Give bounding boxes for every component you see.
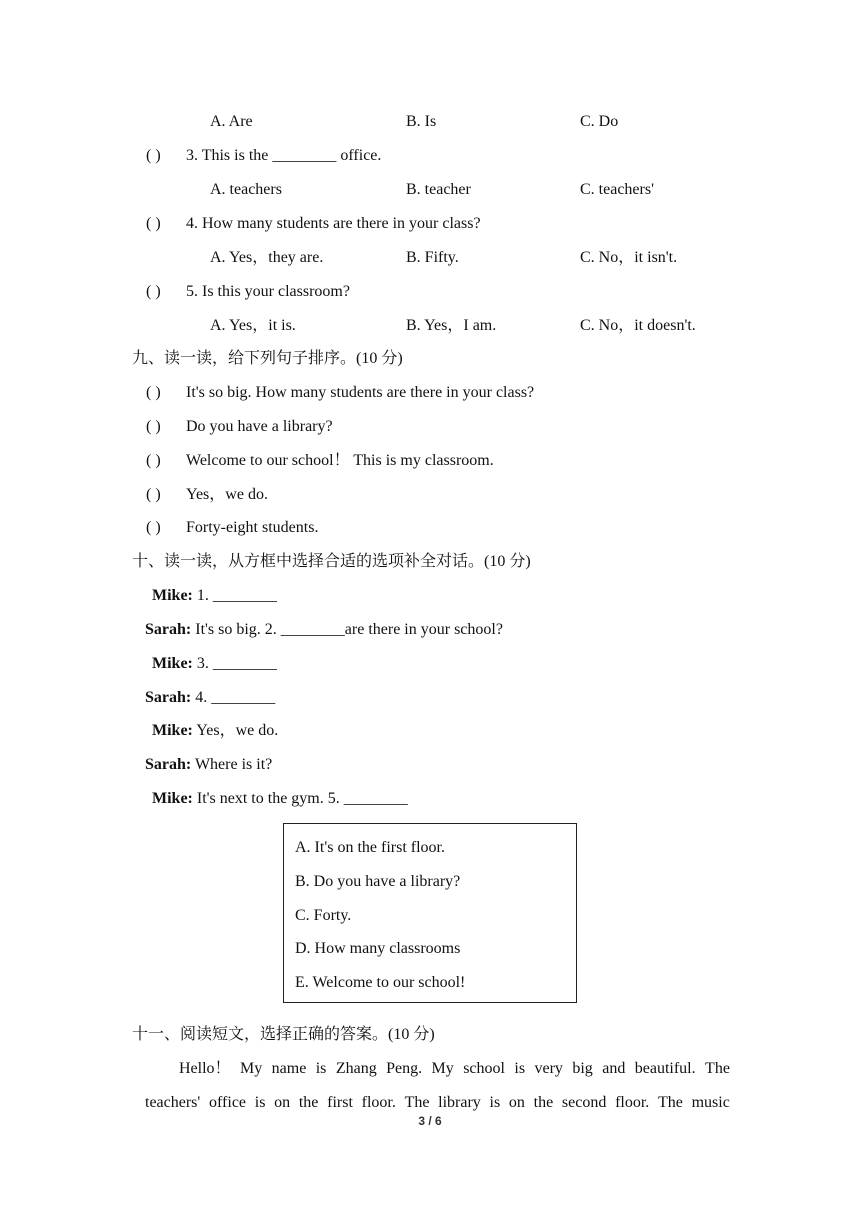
dialogue-text: Yes，we do.	[196, 722, 279, 739]
dialogue-line-6	[145, 755, 272, 775]
reading-passage-line-1	[179, 1059, 730, 1079]
dialogue-text: 1. ________	[196, 587, 277, 604]
passage-word: My	[431, 1060, 454, 1077]
q2-option-a: A. Are	[210, 113, 253, 130]
section9-paren-4: ( )	[146, 486, 161, 503]
q3-option-a: A. teachers	[210, 181, 282, 198]
q4-option-a: A. Yes，they are.	[210, 249, 324, 266]
dialogue-line-4	[145, 688, 275, 708]
passage-word: is	[514, 1060, 526, 1077]
q5-option-a: A. Yes，it is.	[210, 317, 296, 334]
passage-word: My	[239, 1060, 263, 1077]
dialogue-line-3	[152, 654, 277, 674]
passage-word: on	[508, 1094, 525, 1111]
section9-sentence-4: Yes，we do.	[186, 486, 268, 503]
box-option-e: E. Welcome to our school!	[295, 974, 466, 991]
passage-word: is	[315, 1060, 327, 1077]
passage-word: floor.	[615, 1094, 650, 1111]
dialogue-text: 4. ________	[195, 689, 276, 706]
passage-word: Peng.	[386, 1060, 423, 1077]
section9-sentence-3: Welcome to our school！ This is my classroom.	[186, 452, 494, 469]
passage-word: The	[658, 1094, 683, 1111]
passage-word: The	[404, 1094, 430, 1111]
dialogue-text: It's so big. 2. ________are there in your school?	[195, 621, 503, 638]
box-option-d: D. How many classrooms	[295, 940, 461, 957]
q3-option-b: B. teacher	[406, 181, 471, 198]
q4-option-b: B. Fifty.	[406, 249, 459, 266]
dialogue-line-1	[152, 586, 277, 606]
section11-heading: 十一、阅读短文，选择正确的答案。(10 分)	[132, 1026, 435, 1043]
passage-word: teachers'	[145, 1094, 201, 1111]
dialogue-line-7	[152, 789, 408, 809]
answer-options-box	[283, 823, 577, 1003]
speaker-label: Mike:	[152, 655, 193, 672]
passage-word: the	[298, 1094, 319, 1111]
section9-paren-5: ( )	[146, 519, 161, 536]
q3-text: 3. This is the ________ office.	[186, 147, 382, 164]
box-option-b: B. Do you have a library?	[295, 873, 461, 890]
passage-word: and	[602, 1060, 626, 1077]
box-option-c: C. Forty.	[295, 907, 352, 924]
dialogue-text: It's next to the gym. 5. ________	[196, 790, 408, 807]
passage-word: library	[438, 1094, 481, 1111]
passage-word: school	[463, 1060, 505, 1077]
passage-word: is	[254, 1094, 266, 1111]
passage-word: The	[705, 1060, 730, 1077]
passage-word: is	[489, 1094, 501, 1111]
speaker-label: Sarah:	[145, 689, 192, 706]
passage-word: big	[572, 1060, 593, 1077]
q4-option-c: C. No，it isn't.	[580, 249, 678, 266]
q5-option-c: C. No，it doesn't.	[580, 317, 696, 334]
page-number: 3 / 6	[418, 1114, 442, 1128]
dialogue-text: 3. ________	[196, 655, 277, 672]
passage-word: beautiful.	[634, 1060, 696, 1077]
q4-answer-paren: ( )	[146, 215, 161, 232]
speaker-label: Mike:	[152, 587, 193, 604]
speaker-label: Mike:	[152, 722, 193, 739]
passage-word: on	[274, 1094, 291, 1111]
section10-heading: 十、读一读，从方框中选择合适的选项补全对话。(10 分)	[132, 553, 531, 570]
passage-word: office	[209, 1094, 247, 1111]
dialogue-line-5	[152, 721, 278, 741]
q5-answer-paren: ( )	[146, 283, 161, 300]
section9-sentence-5: Forty-eight students.	[186, 519, 319, 536]
speaker-label: Mike:	[152, 790, 193, 807]
section9-paren-2: ( )	[146, 418, 161, 435]
passage-word: floor.	[361, 1094, 396, 1111]
q2-option-c: C. Do	[580, 113, 619, 130]
passage-word: music	[691, 1094, 730, 1111]
q5-text: 5. Is this your classroom?	[186, 283, 350, 300]
passage-word: second	[561, 1094, 607, 1111]
section9-sentence-1: It's so big. How many students are there in your class?	[186, 384, 535, 401]
q4-text: 4. How many students are there in your class?	[186, 215, 481, 232]
section9-sentence-2: Do you have a library?	[186, 418, 333, 435]
q3-answer-paren: ( )	[146, 147, 161, 164]
speaker-label: Sarah:	[145, 621, 192, 638]
section9-paren-3: ( )	[146, 452, 161, 469]
section9-heading: 九、读一读，给下列句子排序。(10 分)	[132, 350, 403, 367]
dialogue-text: Where is it?	[194, 756, 273, 773]
passage-word: very	[534, 1060, 563, 1077]
section9-paren-1: ( )	[146, 384, 161, 401]
speaker-label: Sarah:	[145, 756, 192, 773]
dialogue-line-2	[145, 620, 503, 640]
q3-option-c: C. teachers'	[580, 181, 654, 198]
reading-passage-line-2	[145, 1093, 730, 1113]
passage-word: first	[327, 1094, 353, 1111]
q5-option-b: B. Yes，I am.	[406, 317, 497, 334]
box-option-a: A. It's on the first floor.	[295, 839, 445, 856]
passage-word: the	[533, 1094, 554, 1111]
passage-word: Hello！	[179, 1060, 231, 1077]
passage-word: name	[271, 1060, 307, 1077]
passage-word: Zhang	[335, 1060, 377, 1077]
q2-option-b: B. Is	[406, 113, 437, 130]
